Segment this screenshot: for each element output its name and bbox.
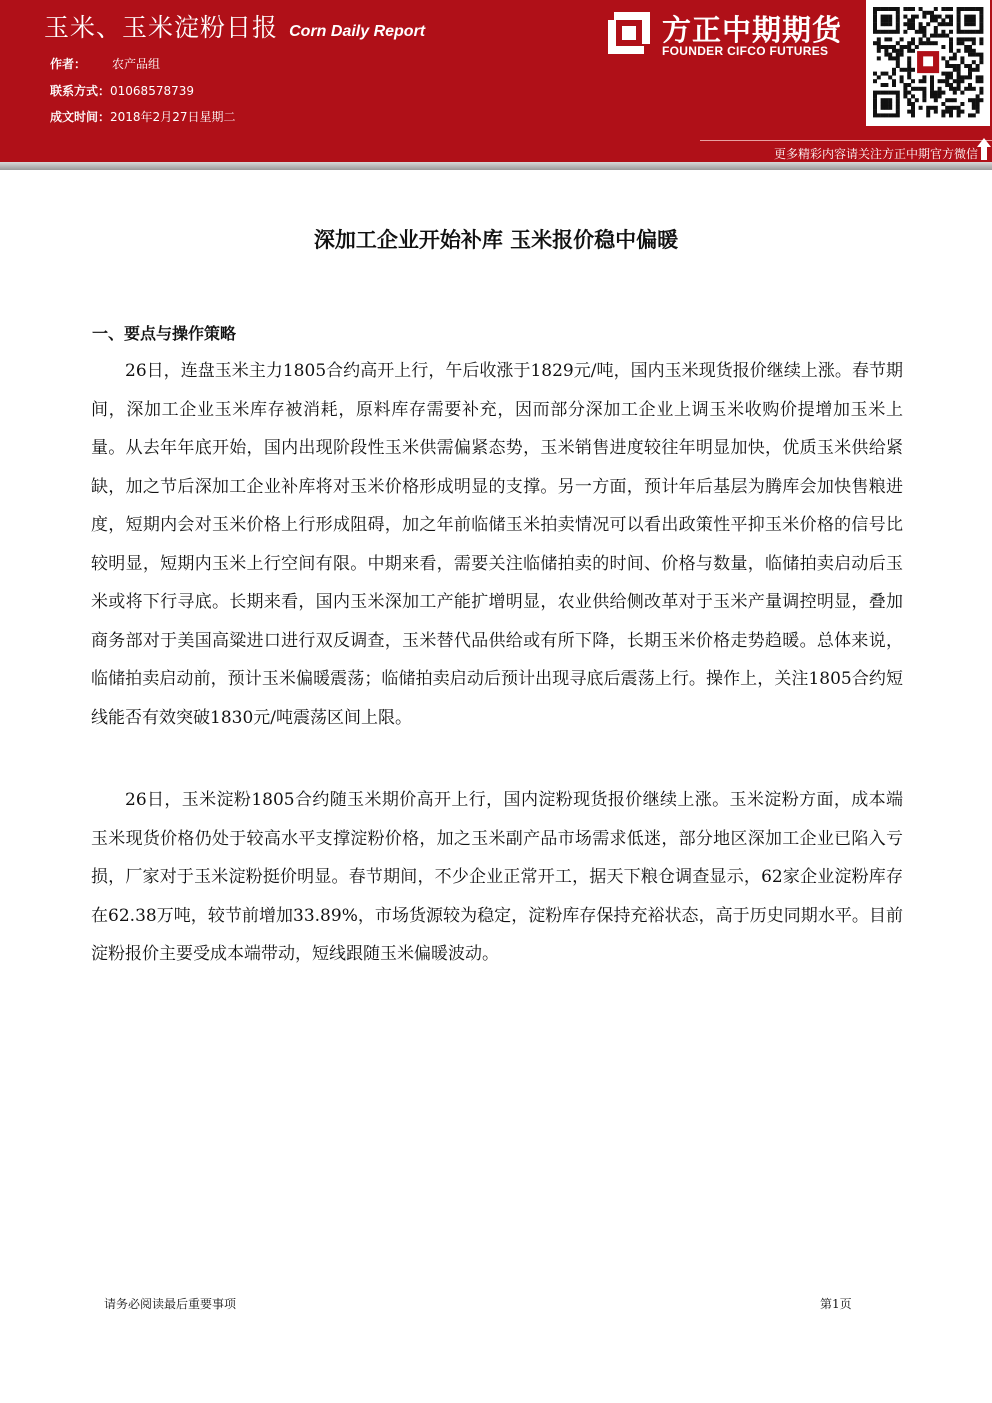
contact-line <box>50 82 194 99</box>
report-title-en: Corn Daily Report <box>289 23 426 40</box>
contact-label: 联系方式： <box>50 84 111 98</box>
author-label: 作者： <box>50 57 87 71</box>
founder-logo-icon <box>606 10 652 56</box>
document-title: 深加工企业开始补库 玉米报价稳中偏暖 <box>313 228 679 252</box>
follow-divider <box>700 140 992 141</box>
date-value: 2018年2月27日星期二 <box>110 110 236 124</box>
company-logo-cn: 方正中期期货 <box>662 13 843 47</box>
footer-notice: 请务必阅读最后重要事项 <box>104 1297 237 1311</box>
date-label: 成文时间： <box>50 110 111 124</box>
report-title <box>44 8 425 44</box>
page-number: 第1页 <box>820 1297 852 1311</box>
date-line <box>50 108 235 125</box>
paragraph-1: 26日，连盘玉米主力1805合约高开上行，午后收涨于1829元/吨，国内玉米现货报价继续上涨。春节期间，深加工企业玉米库存被消耗，原料库存需要补充，因而部分深加工企业上调玉米收购价提增加玉米上量。从去年年底开始，国内出现阶段性玉米供需偏紧态势，玉米销售进度较往年明显加快，优质玉米供给紧缺，加之节后深加工企业补库将对玉米价格形成明显的支撑。另一方面，预计年后基层为腾库会加快售粮进度，短期内会对玉米价格上行形成阻碍，加之年前临储玉米拍卖情况可以看出政策性平抑玉米价格的信号比较明显，短期内玉米上行空间有限。中期来看，需要关注临储拍卖的时间、价格与数量，临储拍卖启动后玉米或将下行寻底。长期来看，国内玉米深加工产能扩增明显，农业供给侧改革对于玉米产量调控明显，叠加商务部对于美国高粱进口进行双反调查，玉米替代品供给或有所下降，长期玉米价格走势趋暖。总体来说，临储拍卖启动前，预计玉米偏暖震荡；临储拍卖启动后预计出现寻底后震荡上行。操作上，关注1805合约短线能否有效突破1830元/吨震荡区间上限。 <box>91 361 903 728</box>
section-heading: 一、要点与操作策略 <box>92 324 237 343</box>
report-title-cn: 玉米、玉米淀粉日报 <box>44 13 279 42</box>
author-line <box>50 55 160 72</box>
qr-code-icon <box>866 0 990 126</box>
arrow-up-icon <box>977 138 991 160</box>
qr-code-frame <box>866 0 990 126</box>
paragraph-2: 26日，玉米淀粉1805合约随玉米期价高开上行，国内淀粉现货报价继续上涨。玉米淀粉方面，成本端玉米现货价格仍处于较高水平支撑淀粉价格，加之玉米副产品市场需求低迷，部分地区深加工企业已陷入亏损，厂家对于玉米淀粉挺价明显。春节期间，不少企业正常开工，据天下粮仓调查显示，62家企业淀粉库存在62.38万吨，较节前增加33.89%，市场货源较为稳定，淀粉库存保持充裕状态，高于历史同期水平。目前淀粉报价主要受成本端带动，短线跟随玉米偏暖波动。 <box>91 790 903 964</box>
contact-value: 01068578739 <box>110 84 194 98</box>
follow-wechat-text: 更多精彩内容请关注方正中期官方微信 <box>773 147 978 161</box>
header-divider <box>0 162 992 170</box>
company-logo-en: FOUNDER CIFCO FUTURES <box>662 44 829 58</box>
author-value: 农产品组 <box>112 57 161 71</box>
